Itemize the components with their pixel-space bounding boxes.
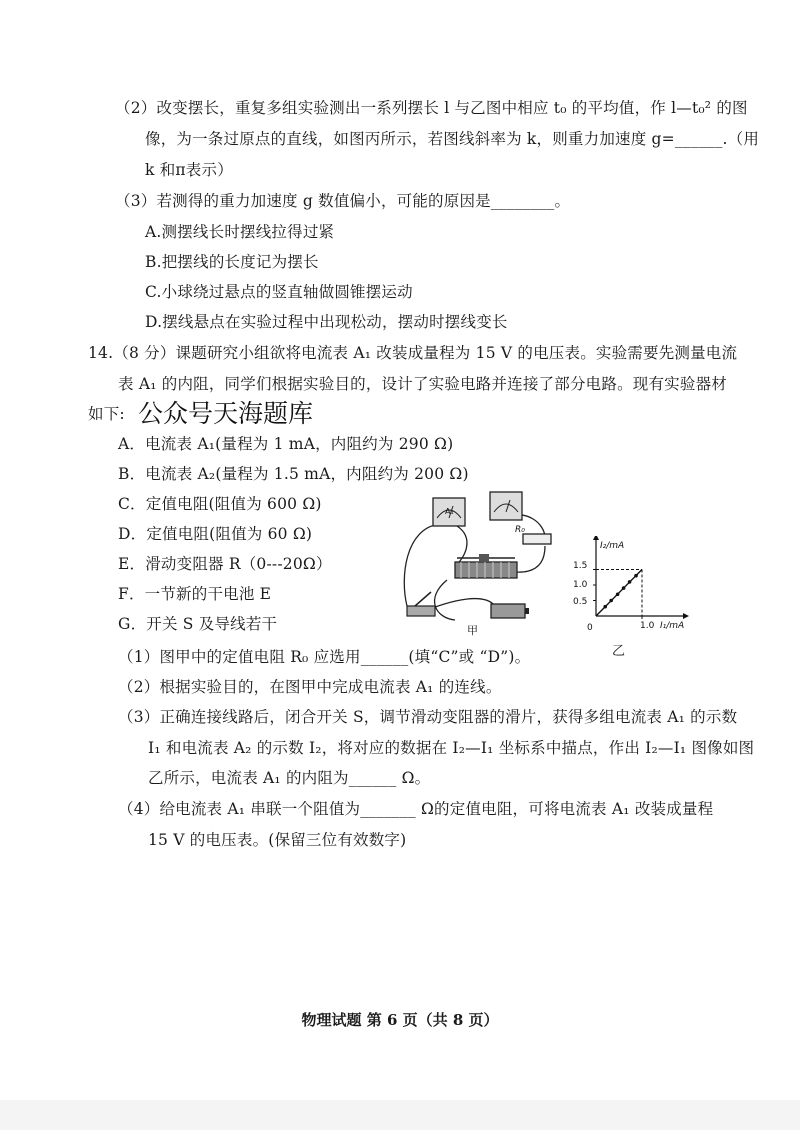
switch-icon [407,592,435,616]
data-point-2 [616,593,620,597]
page-footer: 物理试题 第 6 页（共 8 页） [301,1011,499,1029]
watermark-text: 公众号天海题库 [138,399,314,428]
q14-sub3-line2: I₁ 和电流表 A₂ 的示数 I₂，将对应的数据在 I₂—I₁ 坐标系中描点，作出 I₂—I₁ 图像如图 [148,739,755,757]
q14-sub4-line2: 15 V 的电压表。(保留三位有效数字) [148,831,407,849]
y-axis-arrow-icon [593,536,599,540]
origin-label: 0 [587,623,593,633]
q13-option-b: B.把摆线的长度记为摆长 [145,253,319,271]
equipment-d: D．定值电阻(阻值为 60 Ω) [118,525,313,543]
q14-sub3-line3: 乙所示，电流表 A₁ 的内阻为______ Ω。 [148,769,431,787]
x-axis-label: I₁/mA [660,621,685,631]
circuit-figure-jia [395,488,567,640]
q13-part2-line1: （2）改变摆长，重复多组实验测出一系列摆长 l 与乙图中相应 t₀ 的平均值，作 l—t₀² 的图 [115,99,748,117]
y-tick-1-0: 1.0 [573,580,588,590]
q14-intro-line3: 如下: [88,405,125,423]
q13-option-d: D.摆线悬点在实验过程中出现松动，摆动时摆线变长 [145,313,508,331]
figure-yi-caption: 乙 [612,644,626,659]
y-tick-1-5: 1.5 [573,561,588,571]
data-point-0 [603,605,607,609]
x-tick-1-0: 1.0 [640,621,655,631]
scan-bottom-band [0,1100,800,1130]
q14-sub1: （1）图甲中的定值电阻 R₀ 应选用______(填“C”或 “D”)。 [118,648,531,666]
equipment-e: E．滑动变阻器 R（0---20Ω） [118,555,332,573]
q13-option-a: A.测摆线长时摆线拉得过紧 [145,223,335,241]
q14-sub4-line1: （4）给电流表 A₁ 串联一个阻值为_______ Ω的定值电阻，可将电流表 A₁ 改装成量程 [118,800,714,818]
data-point-5 [634,574,638,578]
resistor-r0-icon [515,525,551,544]
equipment-b: B．电流表 A₂(量程为 1.5 mA，内阻约为 200 Ω) [118,465,469,483]
data-point-1 [609,599,613,603]
q14-intro-line1: 14.（8 分）课题研究小组欲将电流表 A₁ 改装成量程为 15 V 的电压表。实验需要先测量电流 [88,344,738,362]
q13-part2-line3: k 和π表示） [145,161,233,179]
r0-label: R₀ [515,525,525,535]
y-axis-label: I₂/mA [600,541,625,551]
equipment-c: C．定值电阻(阻值为 600 Ω) [118,495,322,513]
q14-sub2: （2）根据实验目的，在图甲中完成电流表 A₁ 的连线。 [118,678,502,696]
q13-part3-stem: （3）若测得的重力加速度 g 数值偏小，可能的原因是________。 [115,192,571,210]
ammeter-a1-icon [433,498,465,526]
x-axis-arrow-icon [683,613,689,619]
equipment-f: F．一节新的干电池 E [118,585,272,603]
q13-option-c: C.小球绕过悬点的竖直轴做圆锥摆运动 [145,283,413,301]
data-point-3 [622,586,626,590]
ammeter-a2-icon [490,492,522,520]
equipment-a: A．电流表 A₁(量程为 1 mA，内阻约为 290 Ω) [118,435,454,453]
y-tick-0-5: 0.5 [573,597,588,607]
equipment-g: G．开关 S 及导线若干 [118,615,278,633]
data-point-4 [628,580,632,584]
q14-sub3-line1: （3）正确连接线路后，闭合开关 S，调节滑动变阻器的滑片，获得多组电流表 A₁ 的示数 [118,708,738,726]
q13-part2-line2: 像，为一条过原点的直线，如图丙所示，若图线斜率为 k，则重力加速度 g=______.（用 [145,130,760,148]
rheostat-icon [455,554,517,578]
graph-figure-yi [568,536,700,640]
a1-label: A₁ [445,507,454,516]
q14-intro-line2: 表 A₁ 的内阻，同学们根据实验目的，设计了实验电路并连接了部分电路。现有实验器材 [118,375,727,393]
battery-icon [491,604,529,618]
figure-jia-caption: 甲 [467,624,478,637]
